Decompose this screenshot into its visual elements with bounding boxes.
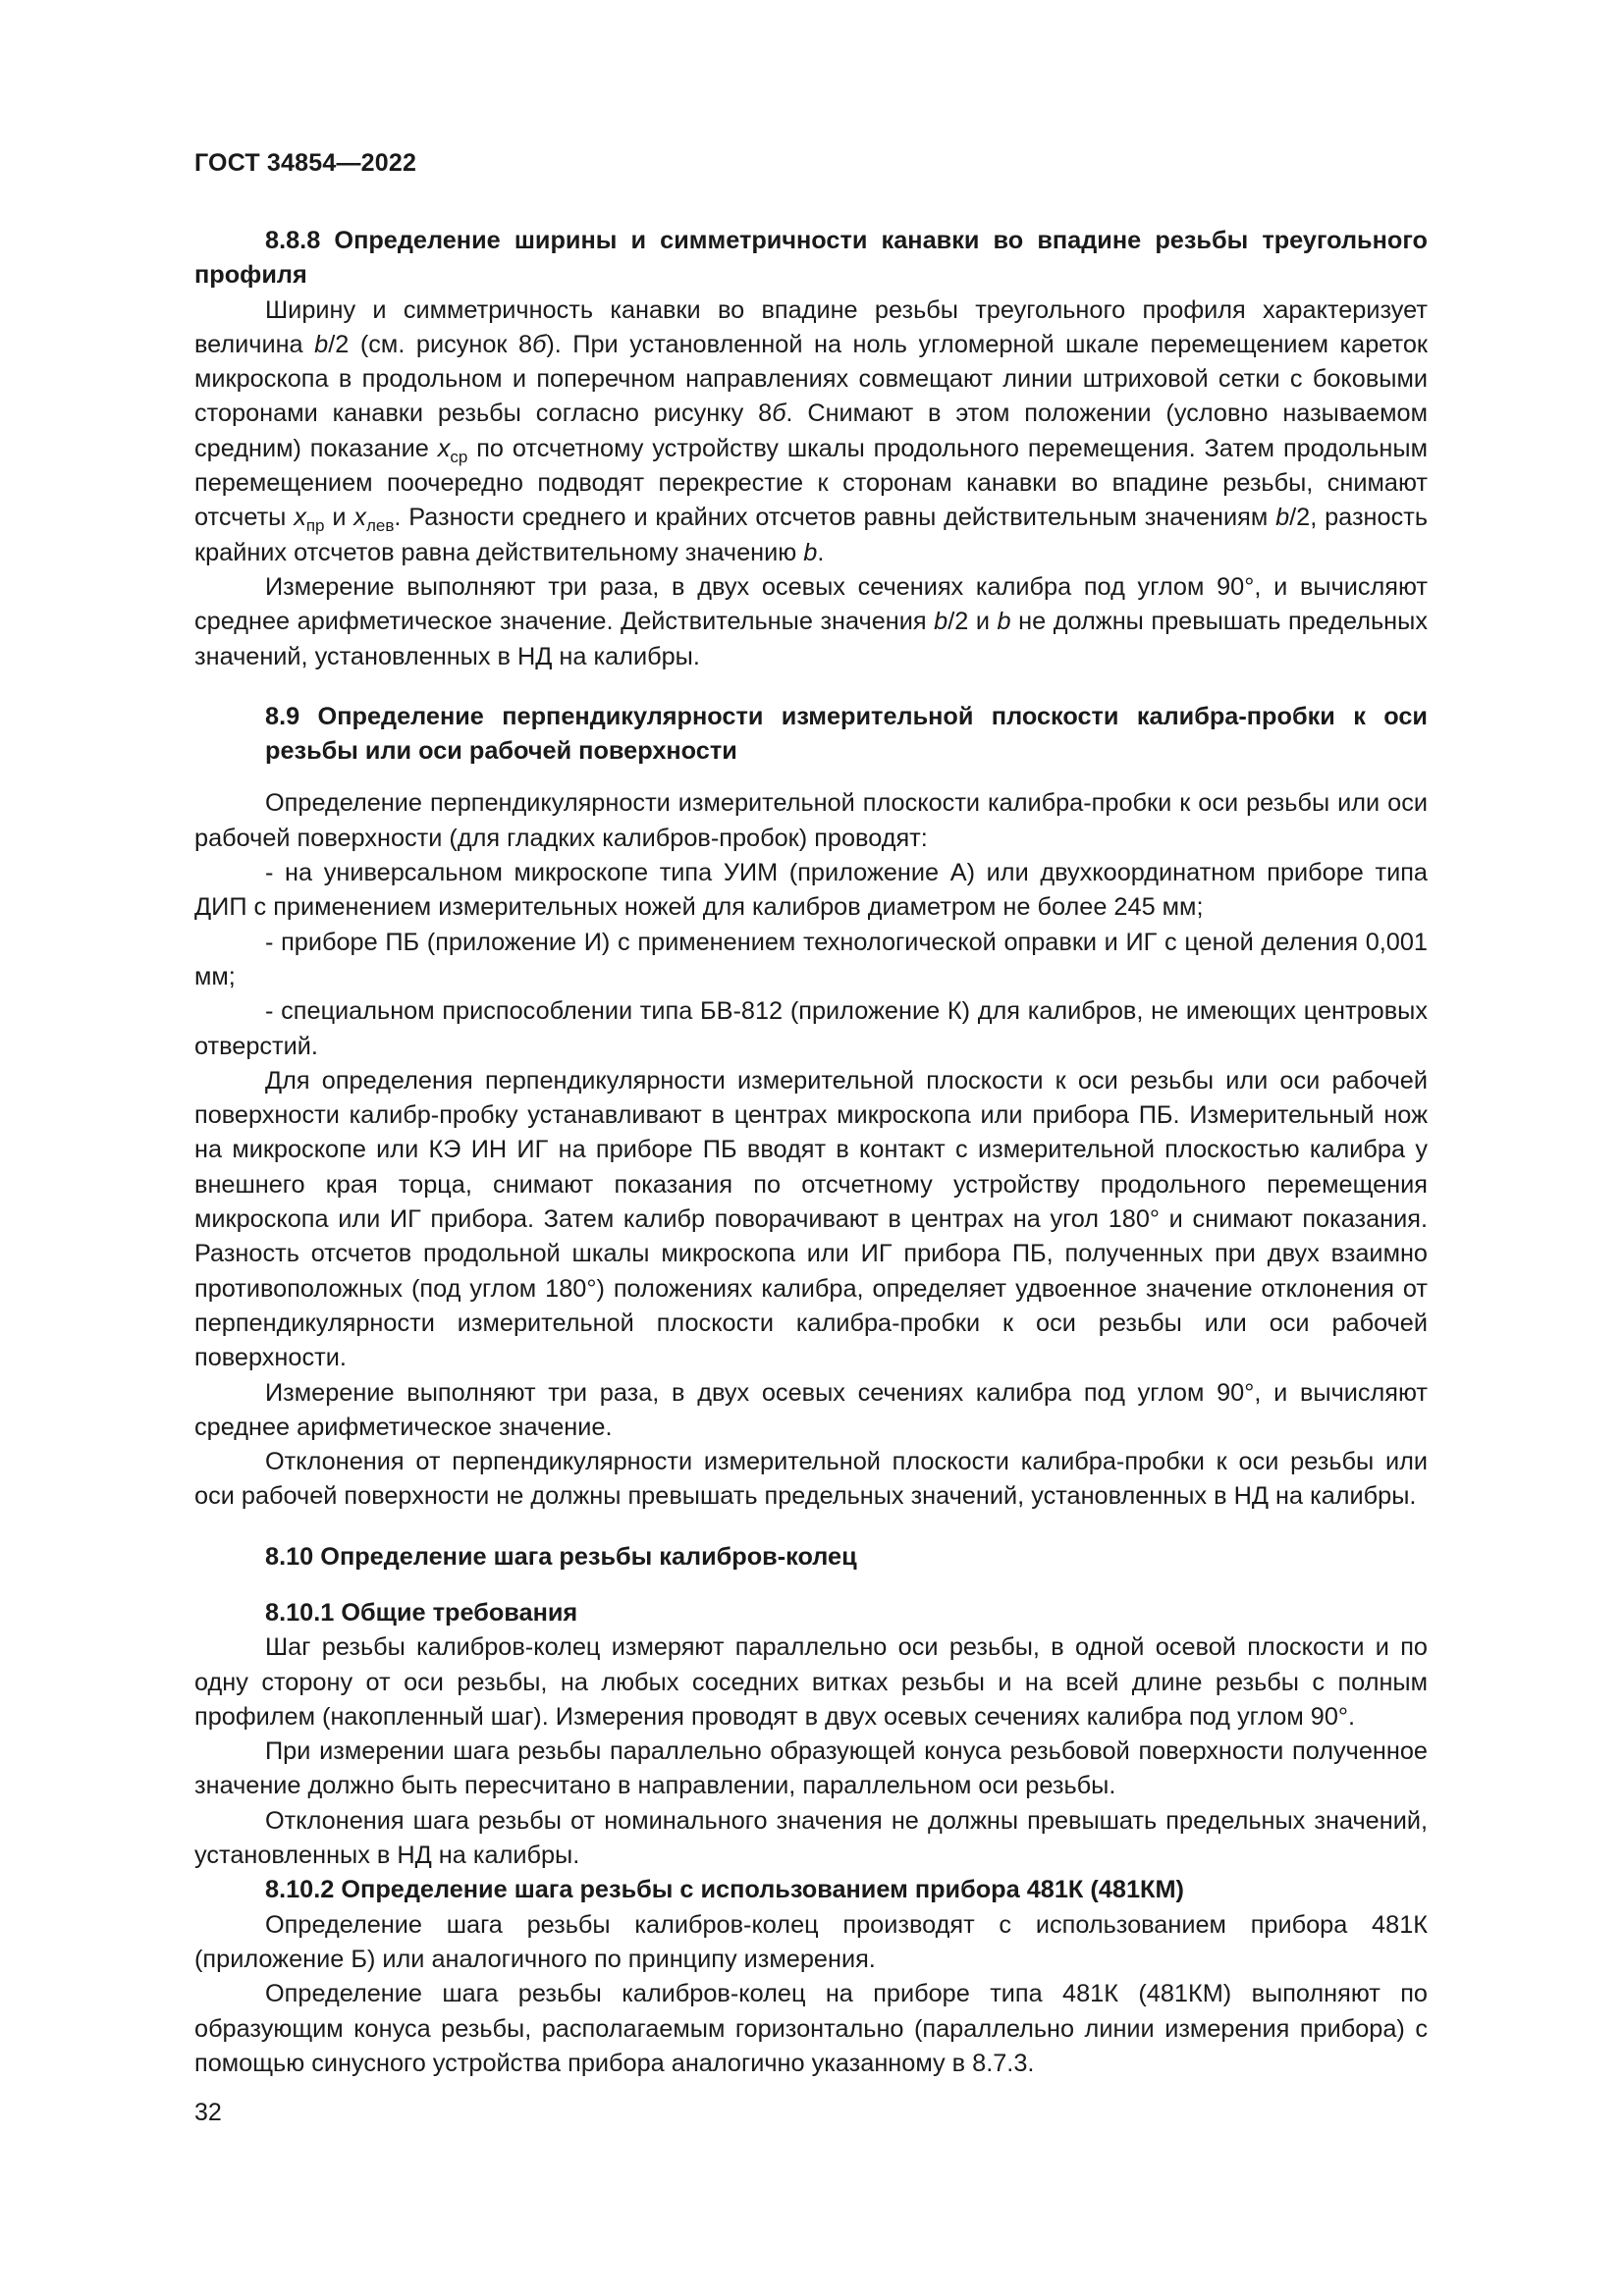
section-8-10-heading: 8.10 Определение шага резьбы калибров-колец [265, 1542, 857, 1571]
section-8-9-list-item-2: - приборе ПБ (приложение И) с применением технологической оправки и ИГ с ценой деления 0,001 мм; [194, 928, 1428, 990]
symbol-b: b [997, 608, 1011, 636]
symbol-b: b [934, 608, 948, 636]
figure-ref-letter: б [772, 400, 786, 428]
document-header: ГОСТ 34854—2022 [194, 149, 417, 177]
text-run: Ширину и симметричность канавки во впадине резьбы треугольного профиля характеризует величина [194, 295, 1428, 358]
section-8-9-paragraph-4: Отклонения от перпендикулярности измерительной плоскости калибра-пробки к оси резьбы или оси рабочей поверхности не должны превышать предельных значений, установленных в НД на калибры. [194, 1448, 1428, 1511]
section-8-10-1-paragraph-3: Отклонения шага резьбы от номинального значения не должны превышать предельных значений, установленных в НД на калибры. [194, 1806, 1428, 1870]
page-number: 32 [194, 2099, 222, 2126]
section-8-10-1-paragraph-2: При измерении шага резьбы параллельно образующей конуса резьбовой поверхности полученное значение должно быть пересчитано в направлении, параллельном оси резьбы. [194, 1737, 1428, 1800]
section-8-9-heading: 8.9 Определение перпендикулярности измерительной плоскости калибра-пробки к оси резьбы или оси рабочей поверхности [265, 702, 1428, 766]
text-run: /2 (см. рисунок 8 [328, 330, 533, 358]
symbol-x: x [437, 434, 451, 462]
section-8-10-1-heading: 8.10.1 Общие требования [265, 1598, 578, 1627]
text-run: ). При установленной на ноль угломерной шкале перемещением кареток микроскопа в продольном и поперечном направлениях совмещают линии штриховой сетки с боковыми сторонами канавки резьбы согласно рисунку 8 [194, 330, 1428, 428]
text-run: . [817, 538, 825, 566]
section-8-8-8-paragraph-1 [194, 294, 1428, 570]
symbol-b: b [314, 330, 329, 358]
text-run: не должны превышать предельных значений, установленных в НД на калибры. [194, 608, 1428, 670]
text-run: . Снимают в этом положении (условно называемом средним) показание [194, 400, 1429, 462]
subscript: пр [305, 516, 325, 536]
document-body [194, 224, 1428, 2081]
symbol-b: b [1275, 504, 1290, 532]
symbol-x: x [294, 504, 306, 532]
text-run: . Разности среднего и крайних отсчетов равны действительным значениям [394, 504, 1276, 532]
text-run: по отсчетному устройству шкалы продольного перемещения. Затем продольным перемещением поочередно подводят перекрестие к сторонам канавки во впадине резьбы, снимают отсчеты [194, 434, 1428, 532]
symbol-x: x [353, 504, 366, 532]
text-run: Измерение выполняют три раза, в двух осевых сечениях калибра под углом 90°, и вычисляют среднее арифметическое значение. Действительные значения [194, 572, 1428, 636]
section-8-10-2-paragraph-2: Определение шага резьбы калибров-колец на приборе типа 481К (481КМ) выполняют по образующим конуса резьбы, располагаемым горизонтально (параллельно линии измерения прибора) с помощью синусного устройства прибора аналогично указанному в 8.7.3. [194, 1980, 1428, 2077]
section-8-9-paragraph-3: Измерение выполняют три раза, в двух осевых сечениях калибра под углом 90°, и вычисляют среднее арифметическое значение. [194, 1378, 1428, 1441]
section-8-9-list-item-1: - на универсальном микроскопе типа УИМ (приложение А) или двухкоординатном приборе типа ДИП с применением измерительных ножей для калибров диаметром не более 245 мм; [194, 859, 1428, 922]
text-run: /2 и [947, 608, 998, 636]
section-8-9-paragraph-1: Определение перпендикулярности измерительной плоскости калибра-пробки к оси резьбы или оси рабочей поверхности (для гладких калибров-пробок) проводят: [194, 789, 1428, 852]
section-8-10-1-paragraph-1: Шаг резьбы калибров-колец измеряют параллельно оси резьбы, в одной осевой плоскости и по одну сторону от оси резьбы, на любых соседних витках резьбы и на всей длине резьбы с полным профилем (накопленный шаг). Измерения проводят в двух осевых сечениях калибра под углом 90°. [194, 1633, 1428, 1731]
section-8-9-list-item-3: - специальном приспособлении типа БВ-812 (приложение К) для калибров, не имеющих центровых отверстий. [194, 997, 1428, 1060]
text-run: и [324, 504, 354, 532]
symbol-b: b [803, 538, 818, 566]
section-8-8-8-paragraph-2 [194, 570, 1428, 674]
section-8-10-2-paragraph-1: Определение шага резьбы калибров-колец производят с использованием прибора 481К (приложение Б) или аналогичного по принципу измерения. [194, 1910, 1428, 1973]
subscript: лев [365, 516, 395, 536]
text-run: /2, разность крайних отсчетов равна действительному значению [194, 504, 1428, 566]
section-8-10-2-heading: 8.10.2 Определение шага резьбы с использованием прибора 481К (481КМ) [265, 1876, 1184, 1904]
section-8-9-paragraph-2: Для определения перпендикулярности измерительной плоскости к оси резьбы или оси рабочей поверхности калибр-пробку устанавливают в центрах микроскопа или прибора ПБ. Измерительный нож на микроскопе или КЭ ИН ИГ на приборе ПБ вводят в контакт с измерительной плоскостью калибра у внешнего края торца, снимают показания по отсчетному устройству продольного перемещения микроскопа или ИГ прибора. Затем калибр поворачивают в центрах на угол 180° и снимают показания. Разность отсчетов продольной шкалы микроскопа или ИГ прибора ПБ, полученных при двух взаимно противоположных (под углом 180°) положениях калибра, определяет удвоенное значение отклонения от перпендикулярности измерительной плоскости калибра-пробки к оси резьбы или оси рабочей поверхности. [194, 1066, 1428, 1372]
section-8-8-8-heading: 8.8.8 Определение ширины и симметричности канавки во впадине резьбы треугольного профиля [194, 227, 1428, 290]
figure-ref-letter: б [532, 330, 547, 358]
subscript: ср [450, 447, 468, 466]
